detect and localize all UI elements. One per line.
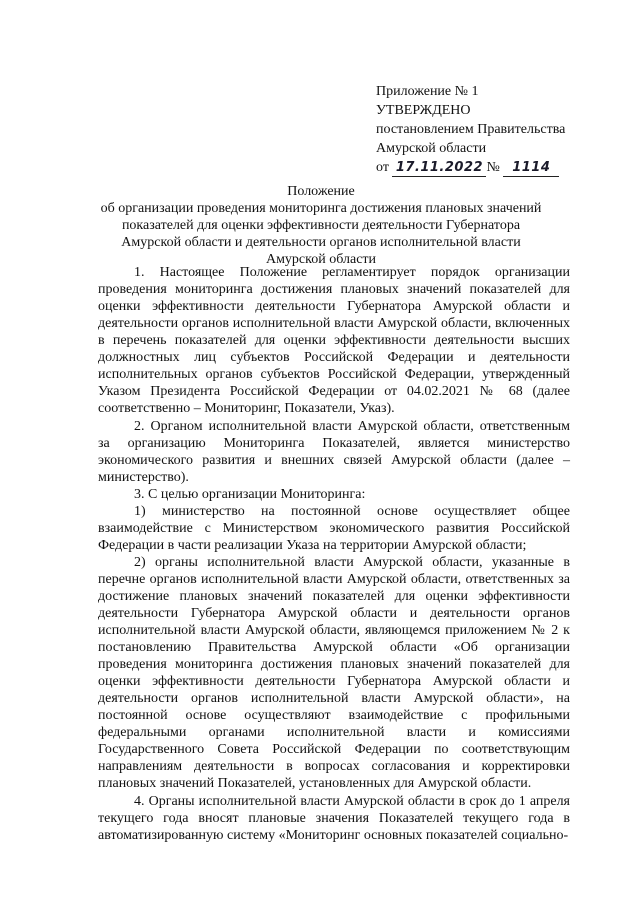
title-subtitle: об организации проведения мониторинга достижения плановых значений показателей для оценки эффективности деятельности Губернатора Амурской области и деятельности органов исполнительной власти Амурской области: [100, 201, 542, 267]
approved-stamp-text: УТВЕРЖДЕНО: [376, 103, 471, 118]
document-body: [98, 264, 570, 844]
document-title: [96, 183, 546, 268]
paragraph-3-1: 1) министерство на постоянной основе осуществляет общее взаимодействие с Министерством экономического развития Российской Федерации в части реализации Указа на территории Амурской области;: [98, 504, 570, 553]
decree-date-line: [376, 158, 616, 177]
date-prefix: от: [376, 160, 389, 175]
appendix-number: Приложение № 1: [376, 84, 479, 99]
approval-block: [376, 82, 616, 177]
handwritten-date: 17.11.2022: [392, 160, 486, 177]
number-prefix: №: [486, 160, 500, 175]
decree-authority: постановлением Правительства: [376, 122, 566, 137]
title-heading: Положение: [287, 184, 355, 199]
paragraph-2: 2. Органом исполнительной власти Амурской области, ответственным за организацию Мониторинга Показателей, является министерство экономического развития и внешних связей Амурской области (далее – министерство).: [98, 419, 570, 485]
paragraph-3: 3. С целью организации Мониторинга:: [134, 487, 366, 502]
region-name: Амурской области: [376, 141, 487, 156]
paragraph-3-2: 2) органы исполнительной власти Амурской области, указанные в перечне органов исполнительной власти Амурской области, ответственных за достижение плановых значений показателей для оценки эффективности деятельности Губернатора Амурской области и деятельности органов исполнительной власти Амурской области, являющемся приложением № 2 к постановлению Правительства Амурской области «Об организации проведения мониторинга достижения плановых значений показателей для оценки эффективности деятельности Губернатора Амурской области и деятельности органов исполнительной власти Амурской области», на постоянной основе осуществляют взаимодействие с профильными федеральными органами исполнительной власти и комиссиями Государственного Совета Российской Федерации по соответствующим направлениям деятельности в вопросах согласования и корректировки плановых значений Показателей, установленных для Амурской области.: [98, 555, 570, 791]
paragraph-4: 4. Органы исполнительной власти Амурской области в срок до 1 апреля текущего года вносят плановые значения Показателей текущего года в автоматизированную систему «Мониторинг основных показателей социально-: [98, 794, 570, 843]
paragraph-1: 1. Настоящее Положение регламентирует порядок организации проведения мониторинга достижения плановых значений показателей для оценки эффективности деятельности Губернатора Амурской области и деятельности органов исполнительной власти Амурской области, включенных в перечень показателей для оценки эффективности деятельности высших должностных лиц субъектов Российской Федерации и деятельности исполнительных органов субъектов Российской Федерации, утвержденный Указом Президента Российской Федерации от 04.02.2021 № 68 (далее соответственно – Мониторинг, Показатели, Указ).: [98, 265, 570, 416]
handwritten-number: 1114: [503, 160, 559, 177]
